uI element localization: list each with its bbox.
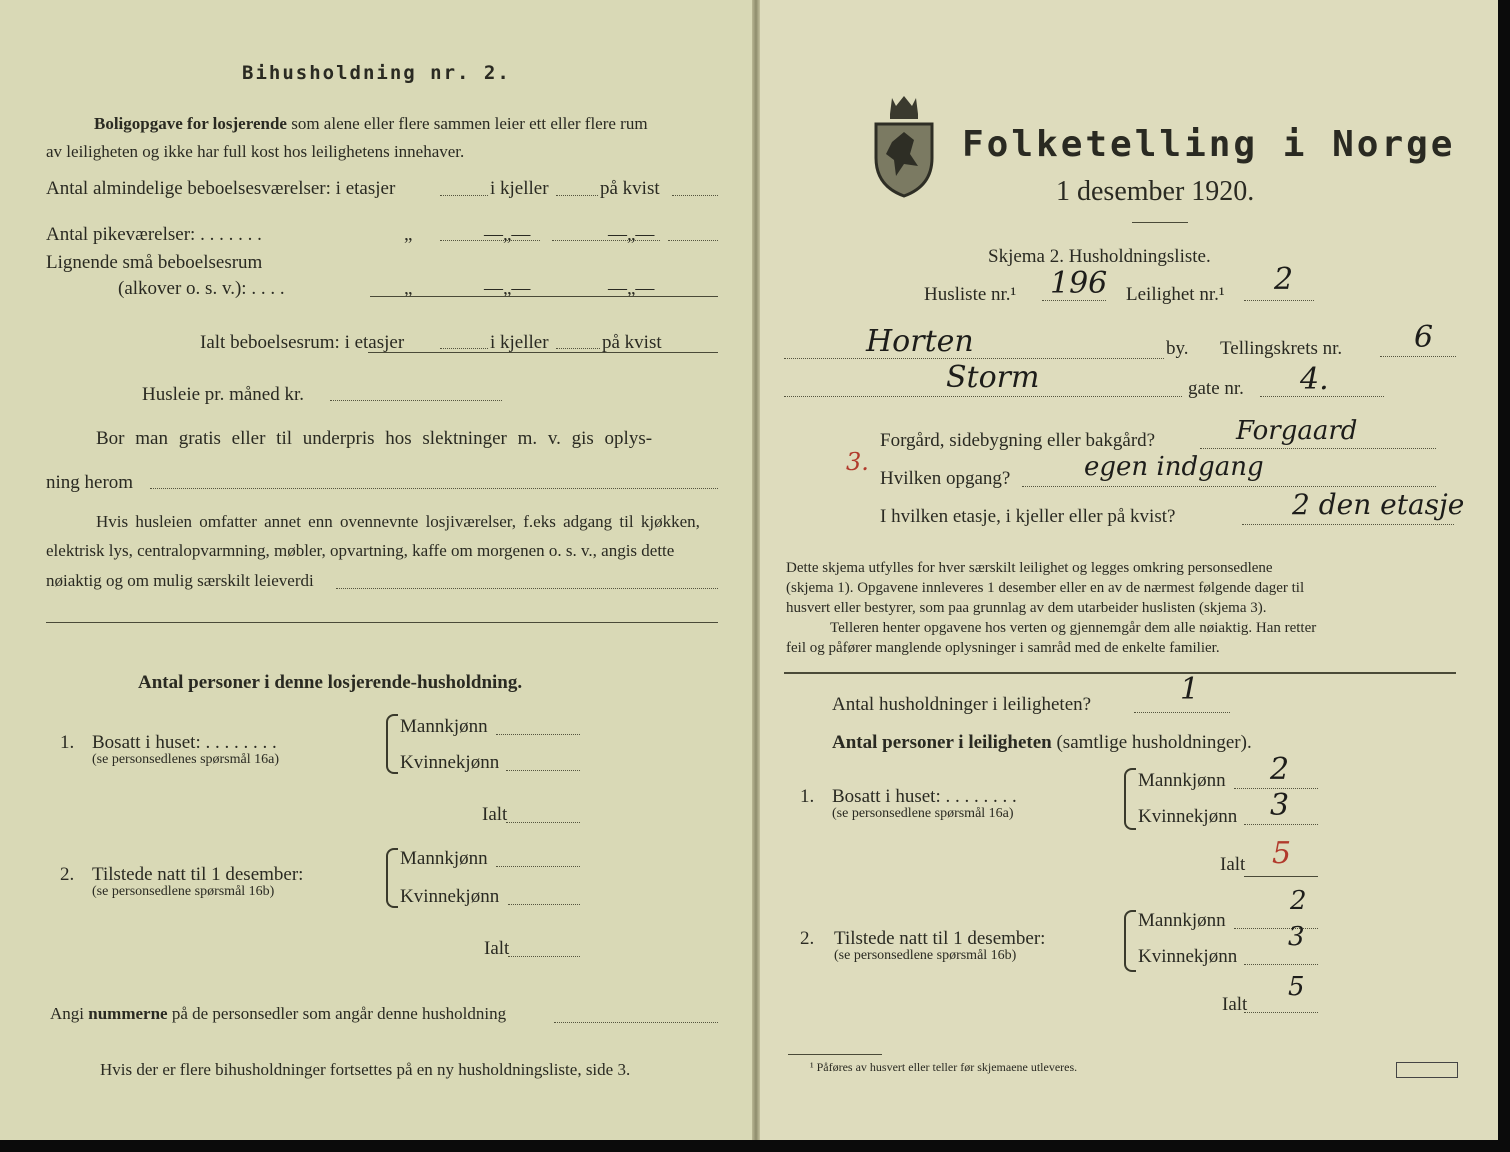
right-persons-rest: (samtlige husholdninger). xyxy=(1056,732,1252,753)
footnote-rule xyxy=(788,1054,882,1055)
by-value: Horten xyxy=(866,324,974,359)
intro-line-1 xyxy=(94,114,648,134)
pike-ditto-1: „ xyxy=(404,224,413,245)
info-line-2: (skjema 1). Opgavene innleveres 1 desember eller en av de nærmest følgende dager til xyxy=(786,580,1305,596)
left-q2-number: 2. xyxy=(60,864,75,885)
info-line-3: husvert eller bestyrer, som paa grunnlag av dem utarbeider huslisten (skjema 3). xyxy=(786,600,1267,616)
hvis-line-3: nøiaktig og om mulig særskilt leieverdi xyxy=(46,571,314,590)
rooms-kjeller-field xyxy=(556,195,598,196)
tellingskrets-field xyxy=(1380,356,1456,357)
alkover-ditto-2: —„— xyxy=(484,278,531,299)
husleie-label: Husleie pr. måned kr. xyxy=(142,384,304,405)
husliste-label: Husliste nr.¹ xyxy=(924,284,1017,305)
coat-of-arms-icon xyxy=(870,92,938,200)
alkover-label: (alkover o. s. v.): . . . . xyxy=(118,278,285,299)
right-q2-ialt-label: Ialt xyxy=(1222,994,1248,1015)
angi-field xyxy=(554,1022,718,1023)
hush-field xyxy=(1134,712,1230,713)
left-q1-ialt-label: Ialt xyxy=(482,804,508,825)
leieverdi-field xyxy=(336,588,718,589)
right-q2-ialt-field xyxy=(1244,1012,1318,1013)
rooms-label: Antal almindelige beboelsesværelser: i etasjer xyxy=(46,178,396,199)
left-q2-label: Tilstede natt til 1 desember: xyxy=(92,864,304,885)
pike-label: Antal pikeværelser: . . . . . . . xyxy=(46,224,262,245)
rooms-kjeller-label: i kjeller xyxy=(490,178,549,199)
gratis-line-1: Bor man gratis eller til underpris hos slektninger m. v. gis oplys- xyxy=(96,428,653,449)
gate-field xyxy=(784,396,1182,397)
intro-line-2: av leiligheten og ikke har full kost hos leilighetens innehaver. xyxy=(46,142,465,161)
alkover-sum-line xyxy=(370,296,718,297)
leilighet-value: 2 xyxy=(1274,262,1294,297)
gratis-field xyxy=(150,488,718,489)
right-q1-kvinne-field xyxy=(1244,824,1318,825)
leilighet-field xyxy=(1244,300,1314,301)
right-q1-mann-label: Mannkjønn xyxy=(1138,770,1226,791)
info-line-5: feil og påfører manglende oplysninger i samråd med de enkelte familier. xyxy=(786,640,1220,656)
left-q2-kvinne-label: Kvinnekjønn xyxy=(400,886,500,907)
right-q2-number: 2. xyxy=(800,928,815,949)
left-persons-title: Antal personer i denne losjerende-husholdning. xyxy=(138,672,523,693)
left-q2-sub: (se personsedlene spørsmål 16b) xyxy=(92,884,275,899)
right-q1-number: 1. xyxy=(800,786,815,807)
left-q1-ialt-field xyxy=(506,822,580,823)
tellingskrets-label: Tellingskrets nr. xyxy=(1220,338,1343,359)
hvis-line-1: Hvis husleien omfatter annet enn ovennevnte losjiværelser, f.eks adgang til kjøkken, xyxy=(96,512,700,531)
left-q2-kvinne-field xyxy=(508,904,580,905)
right-persons-bold: Antal personer i leiligheten xyxy=(832,732,1052,753)
etasje-label: I hvilken etasje, i kjeller eller på kvist? xyxy=(880,506,1176,527)
right-page xyxy=(760,0,1498,1140)
forgard-field xyxy=(1200,448,1436,449)
left-page xyxy=(0,0,752,1140)
right-q2-kvinne-value: 3 xyxy=(1288,922,1305,952)
left-q1-number: 1. xyxy=(60,732,75,753)
tellingskrets-value: 6 xyxy=(1414,320,1434,355)
right-q2-ialt-value: 5 xyxy=(1288,972,1305,1002)
left-section-divider xyxy=(46,622,718,623)
ialt-kjeller-label: i kjeller xyxy=(490,332,549,353)
by-field xyxy=(784,358,1164,359)
pike-ditto-2: —„— xyxy=(484,224,531,245)
left-title: Bihusholdning nr. 2. xyxy=(242,62,511,84)
gratis-line-2: ning herom xyxy=(46,472,134,493)
right-q1-brace xyxy=(1124,768,1136,830)
opgang-field xyxy=(1022,486,1436,487)
right-q2-mann-label: Mannkjønn xyxy=(1138,910,1226,931)
right-persons-title xyxy=(832,732,1252,754)
alkover-ditto-1: „ xyxy=(404,278,413,299)
alkover-ditto-3: —„— xyxy=(608,278,655,299)
left-q2-ialt-label: Ialt xyxy=(484,938,510,959)
opgang-mark: 3. xyxy=(846,448,869,476)
hvis-line-2: elektrisk lys, centralopvarmning, møbler, opvartning, kaffe om morgenen o. s. v., angis dette xyxy=(46,541,675,560)
pike-ditto-3: —„— xyxy=(608,224,655,245)
pike-field-3 xyxy=(668,240,718,241)
ialt-kjeller-field xyxy=(556,348,600,349)
ialt-underline xyxy=(368,352,718,353)
right-q1-kvinne-label: Kvinnekjønn xyxy=(1138,806,1238,827)
hush-label: Antal husholdninger i leiligheten? xyxy=(832,694,1092,715)
page-fold xyxy=(752,0,760,1140)
opgang-value: egen indgang xyxy=(1084,452,1264,482)
intro-rest: som alene eller flere sammen leier ett eller flere rum xyxy=(291,114,648,133)
rooms-kvist-label: på kvist xyxy=(600,178,660,199)
right-q1-kvinne-value: 3 xyxy=(1270,788,1290,823)
footnote: ¹ Påføres av husvert eller teller før skjemaene utleveres. xyxy=(810,1060,1078,1074)
left-q1-sub: (se personsedlenes spørsmål 16a) xyxy=(92,752,280,767)
gate-label: gate nr. xyxy=(1188,378,1244,399)
right-q2-sub: (se personsedlene spørsmål 16b) xyxy=(834,948,1017,963)
right-q2-mann-value: 2 xyxy=(1290,886,1307,916)
info-line-4: Telleren henter opgavene hos verten og gjennemgår dem alle nøiaktig. Han retter xyxy=(830,620,1317,636)
date-rule xyxy=(1132,222,1188,223)
rooms-kvist-field xyxy=(672,195,718,196)
left-footer: Hvis der er flere bihusholdninger fortsettes på en ny husholdningsliste, side 3. xyxy=(100,1060,631,1079)
left-q2-mann-field xyxy=(496,866,580,867)
right-q2-kvinne-field xyxy=(1244,964,1318,965)
ialt-rooms-label: Ialt beboelsesrum: i etasjer xyxy=(200,332,405,353)
forgard-value: Forgaard xyxy=(1236,416,1358,446)
leilighet-label: Leilighet nr.¹ xyxy=(1126,284,1225,305)
angi-rest: på de personsedler som angår denne husholdning xyxy=(171,1004,507,1023)
gate-value: Storm xyxy=(946,360,1040,395)
printer-stamp xyxy=(1396,1062,1458,1078)
husliste-value: 196 xyxy=(1050,266,1108,301)
forgard-label: Forgård, sidebygning eller bakgård? xyxy=(880,430,1156,451)
husleie-field xyxy=(330,400,502,401)
info-line-1: Dette skjema utfylles for hver særskilt leilighet og legges omkring personsedlene xyxy=(786,560,1273,576)
right-q1-label: Bosatt i huset: . . . . . . . . xyxy=(832,786,1017,807)
right-q1-mann-value: 2 xyxy=(1270,752,1290,787)
hush-value: 1 xyxy=(1180,672,1200,707)
left-q2-ialt-field xyxy=(508,956,580,957)
right-q2-label: Tilstede natt til 1 desember: xyxy=(834,928,1046,949)
right-q1-ialt-field xyxy=(1244,876,1318,877)
form-title: Folketelling i Norge xyxy=(962,124,1456,165)
etasje-field xyxy=(1242,524,1454,525)
left-q2-brace xyxy=(386,848,398,908)
opgang-label: Hvilken opgang? xyxy=(880,468,1011,489)
rooms-etasjer-field xyxy=(440,195,488,196)
right-section-divider xyxy=(784,672,1456,674)
right-q2-kvinne-label: Kvinnekjønn xyxy=(1138,946,1238,967)
left-q1-brace xyxy=(386,714,398,774)
left-q1-kvinne-label: Kvinnekjønn xyxy=(400,752,500,773)
ialt-etasjer-field xyxy=(440,348,488,349)
left-q1-mann-field xyxy=(496,734,580,735)
lignende-label: Lignende små beboelsesrum xyxy=(46,252,263,273)
angi-pre: Angi xyxy=(50,1004,84,1023)
gate-nr-value: 4. xyxy=(1300,362,1329,397)
by-label: by. xyxy=(1166,338,1189,359)
left-q1-mann-label: Mannkjønn xyxy=(400,716,488,737)
right-q2-brace xyxy=(1124,910,1136,972)
left-q1-kvinne-field xyxy=(506,770,580,771)
left-q2-mann-label: Mannkjønn xyxy=(400,848,488,869)
right-q1-ialt-label: Ialt xyxy=(1220,854,1246,875)
ialt-kvist-label: på kvist xyxy=(602,332,662,353)
form-date: 1 desember 1920. xyxy=(1056,176,1255,207)
skjema-label: Skjema 2. Husholdningsliste. xyxy=(988,246,1211,267)
left-q1-label: Bosatt i huset: . . . . . . . . xyxy=(92,732,277,753)
right-q2-mann-field xyxy=(1234,928,1318,929)
right-q1-sub: (se personsedlene spørsmål 16a) xyxy=(832,806,1014,821)
etasje-value: 2 den etasje xyxy=(1292,488,1465,521)
intro-bold: Boligopgave for losjerende xyxy=(94,114,287,133)
angi-bold: nummerne xyxy=(88,1004,168,1023)
angi-line xyxy=(50,1004,506,1024)
right-q1-ialt-value: 5 xyxy=(1272,836,1292,871)
